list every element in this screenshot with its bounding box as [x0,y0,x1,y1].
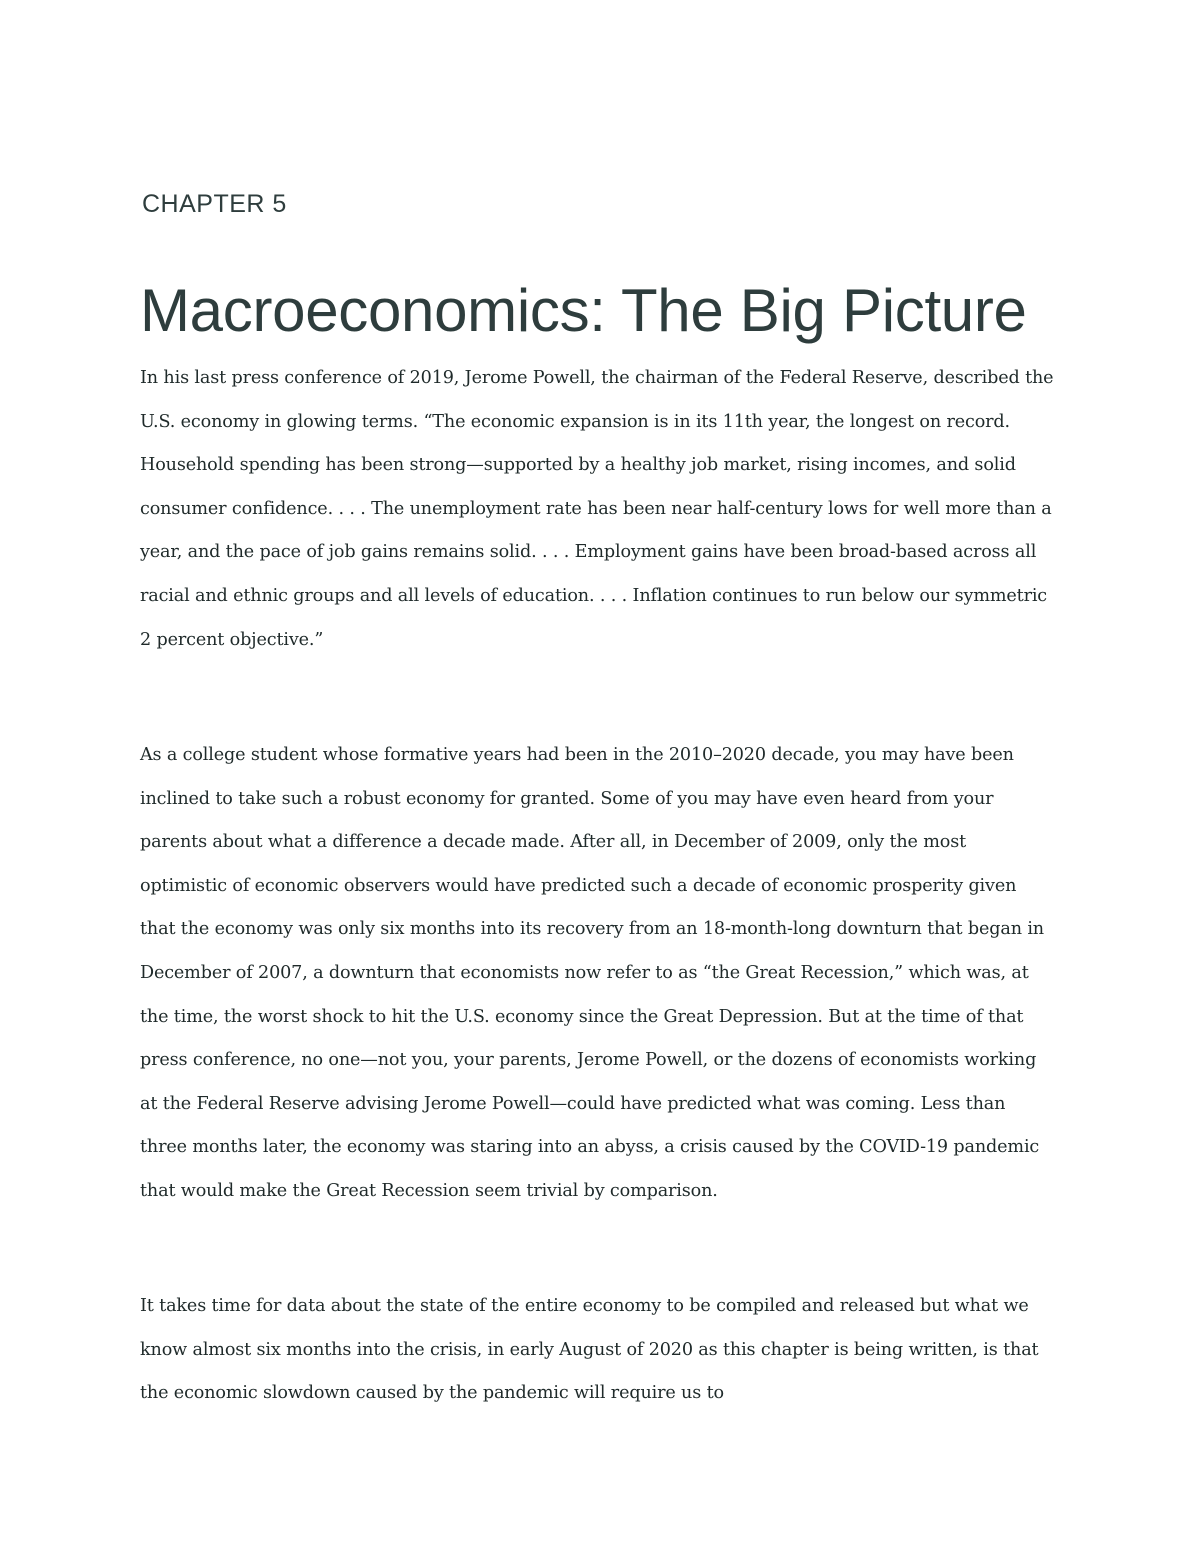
chapter-label: CHAPTER 5 [142,190,287,218]
chapter-title: Macroeconomics: The Big Picture [140,277,1027,344]
paragraph-1: In his last press conference of 2019, Jerome Powell, the chairman of the Federal Reserve, described the U.S. economy in glowing terms. “The economic expansion is in its 11th year, the longest on record. Household spending has been strong—supported by a healthy job market, rising incomes, and solid consumer confidence. . . . The unemployment rate has been near half-century lows for well more than a year, and the pace of job gains remains solid. . . . Employment gains have been broad-based across all racial and ethnic groups and all levels of education. . . . Inflation continues to run below our symmetric 2 percent objective.” [140,368,1054,650]
paragraph-2: As a college student whose formative years had been in the 2010–2020 decade, you may have been inclined to take such a robust economy for granted. Some of you may have even heard from your parents about what a difference a decade made. After all, in December of 2009, only the most optimistic of economic observers would have predicted such a decade of economic prosperity given that the economy was only six months into its recovery from an 18-month-long downturn that began in December of 2007, a downturn that economists now refer to as “the Great Recession,” which was, at the time, the worst shock to hit the U.S. economy since the Great Depression. But at the time of that press conference, no one—not you, your parents, Jerome Powell, or the dozens of economists working at the Federal Reserve advising Jerome Powell—could have predicted what was coming. Less than three months later, the economy was staring into an abyss, a crisis caused by the COVID-19 pandemic that would make the Great Recession seem trivial by comparison. [140,745,1044,1201]
paragraph-3: It takes time for data about the state of the entire economy to be compiled and released but what we know almost six months into the crisis, in early August of 2020 as this chapter is being written, is that the economic slowdown caused by the pandemic will require us to [140,1296,1039,1404]
